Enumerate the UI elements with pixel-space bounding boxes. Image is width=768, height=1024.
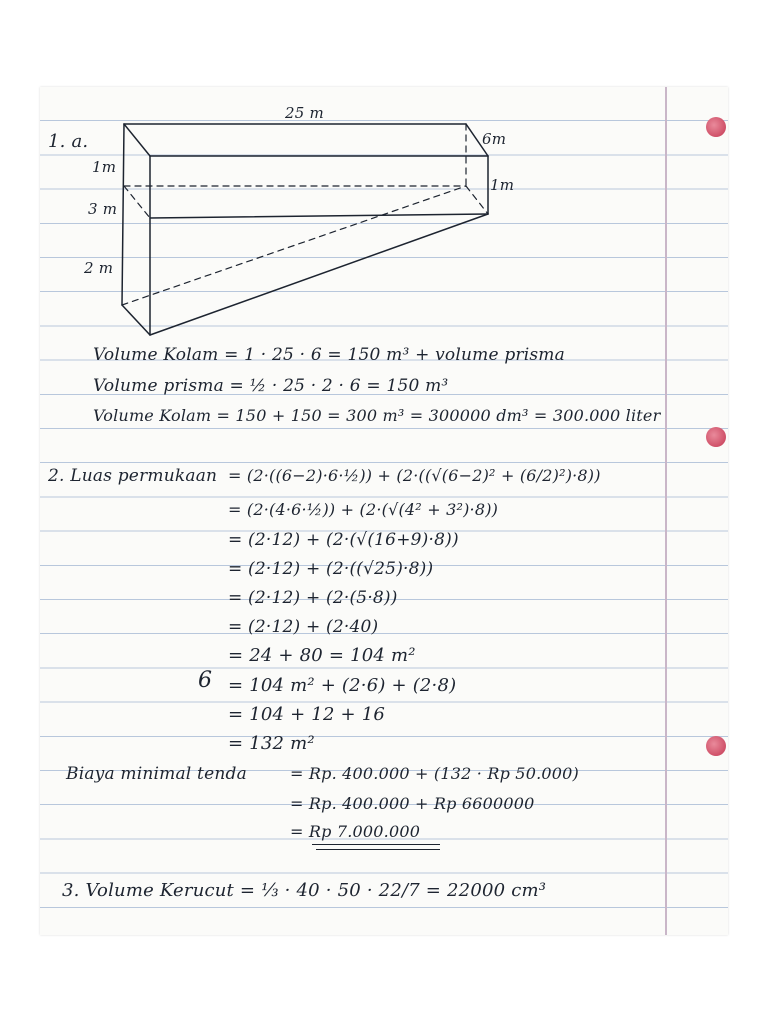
volume-kolam-line: Volume Kolam = 1 · 25 · 6 = 150 m³ + volume prisma bbox=[93, 345, 565, 365]
diagram-hidden-edge bbox=[466, 186, 488, 214]
luas-permukaan-label: 2. Luas permukaan bbox=[48, 466, 218, 486]
diagram-edge bbox=[122, 305, 150, 335]
volume-total-line: Volume Kolam = 150 + 150 = 300 m³ = 300000 dm³ = 300.000 liter bbox=[93, 406, 661, 425]
margin-note: 6 bbox=[198, 668, 213, 693]
surface-step: = (2·((6−2)·6·½)) + (2·((√(6−2)² + (6/2)²)·8)) bbox=[228, 466, 601, 485]
surface-step: = 132 m² bbox=[228, 733, 315, 754]
surface-step: = (2·12) + (2·40) bbox=[228, 617, 379, 637]
volume-kerucut-line: 3. Volume Kerucut = ⅓ · 40 · 50 · 22/7 = 22000 cm³ bbox=[62, 880, 547, 901]
cost-step: = Rp. 400.000 + (132 · Rp 50.000) bbox=[290, 764, 579, 783]
surface-step: = 104 + 12 + 16 bbox=[228, 704, 386, 725]
diagram-edge bbox=[150, 214, 488, 335]
cost-step: = Rp. 400.000 + Rp 6600000 bbox=[290, 794, 535, 813]
length-label: 25 m bbox=[285, 104, 324, 122]
diagram-hidden-edge bbox=[124, 186, 150, 218]
biaya-label: Biaya minimal tenda bbox=[66, 764, 247, 784]
cost-result: = Rp 7.000.000 bbox=[290, 822, 421, 841]
result-underline bbox=[316, 849, 440, 850]
surface-step: = 104 m² + (2·6) + (2·8) bbox=[228, 675, 457, 696]
surface-step: = (2·12) + (2·((√25)·8)) bbox=[228, 559, 434, 579]
left-bottom-label: 2 m bbox=[84, 259, 114, 277]
surface-step: = (2·12) + (2·(5·8)) bbox=[228, 588, 398, 608]
surface-step: = 24 + 80 = 104 m² bbox=[228, 645, 416, 666]
diagram-edge bbox=[124, 124, 150, 156]
right-depth-label: 1m bbox=[490, 176, 515, 194]
result-underline bbox=[312, 844, 440, 845]
volume-prisma-line: Volume prisma = ½ · 25 · 2 · 6 = 150 m³ bbox=[93, 376, 449, 396]
left-top-label: 1m bbox=[92, 158, 117, 176]
diagram-edge bbox=[150, 214, 488, 218]
left-mid-label: 3 m bbox=[88, 200, 118, 218]
width-label: 6m bbox=[482, 130, 507, 148]
diagram-hidden-edge bbox=[122, 186, 466, 305]
surface-step: = (2·(4·6·½)) + (2·(√(4² + 3²)·8)) bbox=[228, 500, 499, 519]
diagram-edge bbox=[122, 124, 124, 305]
surface-step: = (2·12) + (2·(√(16+9)·8)) bbox=[228, 530, 459, 550]
problem-1a-label: 1. a. bbox=[48, 131, 89, 152]
